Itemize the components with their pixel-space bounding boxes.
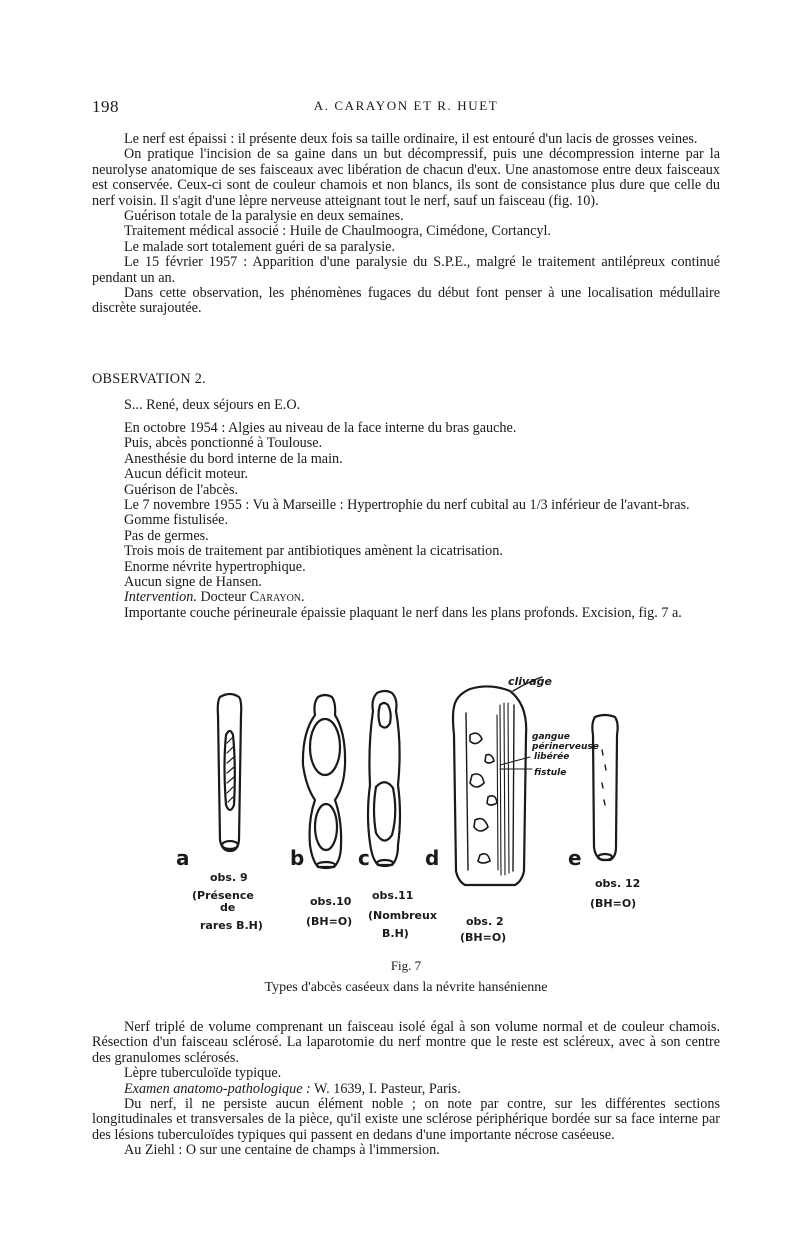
annotation-perinerveuse: périnerveuse — [532, 742, 599, 752]
label-d-obs: obs. 2 — [466, 915, 504, 928]
label-c-line3: B.H) — [382, 927, 409, 940]
paragraph: Le nerf est épaissi : il présente deux fois sa taille ordinaire, il est entouré d'un lacis de grosses veines. — [124, 131, 698, 147]
page-header — [92, 97, 720, 117]
annotation-gangue: gangue — [532, 732, 570, 742]
label-b-bh: (BH=O) — [306, 915, 353, 928]
fig-letter-e: e — [568, 846, 582, 870]
paragraph: Le 15 février 1957 : Apparition d'une paralysie du S.P.E., malgré le traitement antilépreux continué pendant un an. — [92, 254, 720, 286]
text-block-3 — [92, 1020, 720, 1159]
intervention-line — [92, 590, 720, 605]
annotation-clivage: clivage — [508, 675, 552, 688]
paragraph: Trois mois de traitement par antibiotiques amènent la cicatrisation. — [124, 543, 503, 560]
label-b-obs: obs.10 — [310, 895, 352, 908]
observation-2-body — [92, 421, 720, 621]
label-d-bh: (BH=O) — [460, 931, 507, 944]
text-block-1 — [92, 132, 720, 317]
running-title: A. CARAYON ET R. HUET — [313, 98, 499, 113]
figure-caption: Types d'abcès caséeux dans la névrite hansénienne — [264, 980, 548, 995]
label-e-bh: (BH=O) — [590, 897, 637, 910]
paragraph: Nerf triplé de volume comprenant un faisceau isolé égal à son volume normal et de couleur chamois. Résection d'un faisceau sclérosé. La laparotomie du nerf montre que le reste est scléreux, avec à son centre des granulomes sclérosés. — [92, 1019, 720, 1066]
paragraph: En octobre 1954 : Algies au niveau de la face interne du bras gauche. — [124, 420, 517, 436]
fig-letter-b: b — [290, 846, 305, 870]
paragraph: Dans cette observation, les phénomènes fugaces du début font penser à une localisation médullaire discrète surajoutée. — [92, 285, 720, 317]
annotation-fistule: fistule — [534, 768, 567, 778]
intervention-text: Docteur — [196, 589, 250, 606]
paragraph: Pas de germes. — [124, 527, 209, 544]
label-e-obs: obs. 12 — [595, 877, 641, 890]
paragraph: Traitement médical associé : Huile de Chaulmoogra, Cimédone, Cortancyl. — [124, 223, 551, 240]
exam-line — [92, 1082, 720, 1097]
paragraph: Puis, abcès ponctionné à Toulouse. — [124, 435, 323, 452]
paragraph: Guérison de l'abcès. — [124, 481, 239, 498]
label-c-line2: (Nombreux — [368, 909, 437, 922]
label-a-line2: (Présence — [192, 889, 254, 902]
fig-letter-c: c — [358, 846, 370, 870]
paragraph: S... René, deux séjours en E.O. — [124, 397, 301, 413]
paragraph: Anesthésie du bord interne de la main. — [124, 450, 343, 467]
paragraph: Aucun déficit moteur. — [124, 466, 249, 483]
label-a-line3: de — [220, 901, 236, 914]
exam-text: W. 1639, I. Pasteur, Paris. — [310, 1080, 461, 1097]
paragraph: Lèpre tuberculoïde typique. — [124, 1065, 282, 1082]
fig-letter-a: a — [176, 846, 190, 870]
nerve-c-drawing — [368, 691, 400, 866]
figure-number: Fig. 7 — [390, 958, 422, 973]
paragraph: Le 7 novembre 1955 : Vu à Marseille : Hypertrophie du nerf cubital au 1/3 inférieur de l'avant-bras. — [124, 497, 690, 514]
label-c-obs: obs.11 — [372, 889, 414, 902]
paragraph: Le malade sort totalement guéri de sa paralysie. — [124, 238, 396, 255]
nerve-b-drawing — [303, 695, 345, 868]
figure-drawing — [170, 675, 650, 950]
intervention-label: Intervention. — [124, 589, 197, 606]
fig-letter-d: d — [425, 846, 440, 870]
figure-7 — [170, 675, 650, 950]
nerve-e-drawing — [592, 715, 617, 860]
annotation-liberee: libérée — [534, 752, 570, 762]
paragraph: Guérison totale de la paralysie en deux semaines. — [124, 208, 404, 225]
paragraph: Au Ziehl : O sur une centaine de champs à l'immersion. — [124, 1142, 440, 1159]
exam-label: Examen anatomo-pathologique : — [124, 1080, 311, 1097]
label-a-obs: obs. 9 — [210, 871, 248, 884]
label-a-line4: rares B.H) — [200, 919, 263, 932]
surgeon-name: Carayon. — [249, 589, 305, 606]
page-number: 198 — [92, 97, 119, 116]
paragraph: On pratique l'incision de sa gaine dans un but décompressif, puis une décompression interne par la neurolyse anatomique de ses faisceaux avec libération de chacun d'eux. Une anastomose entre deux faisceaux est conservée. Ceux-ci sont de couleur chamois et non blancs, ils sont de consistance plus dure que celle du nerf voisin. Il s'agit d'une lèpre nerveuse atteignant tout le nerf, sauf un faisceau (fig. 10). — [92, 146, 720, 209]
nerve-d-drawing — [453, 677, 542, 885]
paragraph: Gomme fistulisée. — [124, 512, 229, 529]
nerve-a-drawing — [218, 694, 242, 851]
paragraph: Enorme névrite hypertrophique. — [124, 558, 306, 575]
section-heading: OBSERVATION 2. — [92, 371, 206, 387]
paragraph: Du nerf, il ne persiste aucun élément noble ; on note par contre, sur les différentes sections longitudinales et transversales de la pièce, qu'il existe une sclérose périphérique bordée sur sa face interne par des lésions tuberculoïdes typiques qui passent en dedans d'une importante nécrose caséeuse. — [92, 1096, 720, 1143]
patient-line — [92, 398, 720, 413]
paragraph: Importante couche périneurale épaissie plaquant le nerf dans les plans profonds. Excision, fig. 7 a. — [124, 604, 682, 621]
paragraph: Aucun signe de Hansen. — [124, 574, 262, 591]
